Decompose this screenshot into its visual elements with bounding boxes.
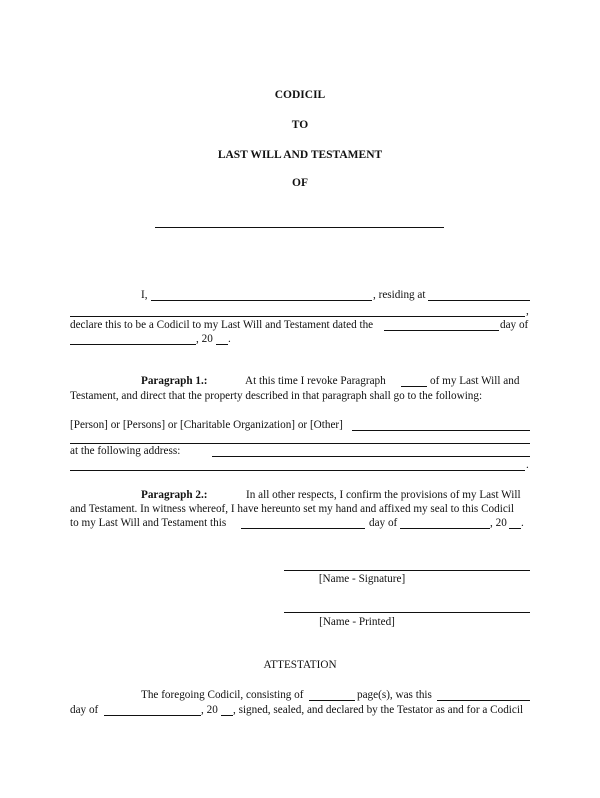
attestation-month-blank[interactable] xyxy=(104,715,201,716)
attestation-heading: ATTESTATION xyxy=(263,659,337,671)
address-label: at the following address: xyxy=(70,445,181,457)
paragraph2-day-of: day of xyxy=(369,517,398,529)
address-blank-1[interactable] xyxy=(212,456,530,457)
paragraph2-text-line3a: to my Last Will and Testament this xyxy=(70,517,227,529)
printed-name-label: [Name - Printed] xyxy=(319,616,395,628)
attestation-day-blank[interactable] xyxy=(437,700,530,701)
recipient-blank-2[interactable] xyxy=(70,443,530,444)
paragraph2-end: . xyxy=(521,517,524,529)
title-last-will: LAST WILL AND TESTAMENT xyxy=(217,149,383,161)
paragraph1-text-line2: Testament, and direct that the property described in that paragraph shall go to the following: xyxy=(70,390,483,402)
declare-text: declare this to be a Codicil to my Last Will and Testament dated the xyxy=(70,319,374,331)
testator-blank[interactable] xyxy=(151,300,372,301)
attestation-text-a: The foregoing Codicil, consisting of xyxy=(141,689,304,701)
will-month-blank[interactable] xyxy=(70,344,196,345)
address-blank-2[interactable] xyxy=(70,470,525,471)
year-end: . xyxy=(228,333,231,345)
paragraph1-text-b: of my Last Will and xyxy=(430,375,520,387)
signing-day-blank[interactable] xyxy=(241,528,365,529)
paragraph2-text-line1: In all other respects, I confirm the provisions of my Last Will xyxy=(246,489,521,501)
testator-name-blank[interactable] xyxy=(155,227,444,228)
signature-line[interactable] xyxy=(284,570,530,571)
signature-label: [Name - Signature] xyxy=(318,573,406,585)
paragraph1-text-a: At this time I revoke Paragraph xyxy=(245,375,386,387)
signing-month-blank[interactable] xyxy=(400,528,490,529)
residence-blank-2[interactable] xyxy=(70,316,525,317)
paragraph1-heading: Paragraph 1.: xyxy=(141,375,208,387)
page-count-blank[interactable] xyxy=(309,700,355,701)
day-of-label: day of xyxy=(500,319,529,331)
title-codicil: CODICIL xyxy=(274,89,326,101)
paragraph2-year-prefix: , 20 xyxy=(490,517,507,529)
residence-blank-1[interactable] xyxy=(428,300,530,301)
paragraph2-heading: Paragraph 2.: xyxy=(141,489,208,501)
attestation-year-prefix: , 20 xyxy=(201,704,218,716)
title-of: OF xyxy=(292,177,308,189)
attestation-text-c: , signed, sealed, and declared by the Testator as and for a Codicil xyxy=(233,704,524,716)
signing-year-blank[interactable] xyxy=(509,528,521,529)
opening-i: I, xyxy=(141,289,148,301)
recipient-blank-1[interactable] xyxy=(352,430,530,431)
recipient-label: [Person] or [Persons] or [Charitable Organization] or [Other] xyxy=(70,419,343,431)
title-to: TO xyxy=(291,119,309,131)
year-prefix: , 20 xyxy=(196,333,213,345)
paragraph-number-blank[interactable] xyxy=(401,386,427,387)
address-end-period: . xyxy=(526,459,529,471)
will-year-blank[interactable] xyxy=(216,344,228,345)
attestation-text-b: page(s), was this xyxy=(357,689,432,701)
attestation-year-blank[interactable] xyxy=(221,715,233,716)
attestation-day-of: day of xyxy=(70,704,99,716)
will-date-blank[interactable] xyxy=(384,330,499,331)
residing-at-label: , residing at xyxy=(373,289,426,301)
printed-name-line[interactable] xyxy=(284,612,530,613)
residence-end-comma: , xyxy=(526,305,529,317)
paragraph2-text-line2: and Testament. In witness whereof, I have hereunto set my hand and affixed my seal to this Codicil xyxy=(70,503,515,515)
